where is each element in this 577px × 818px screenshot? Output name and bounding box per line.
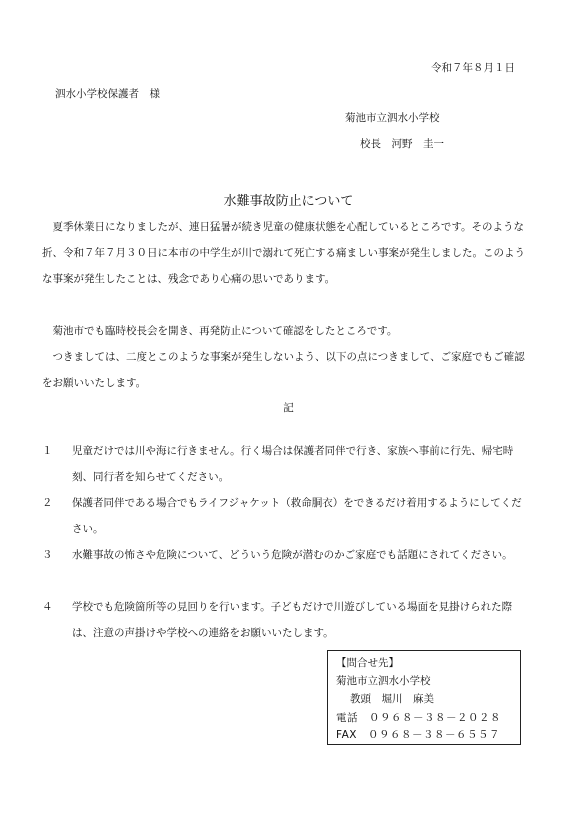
- list-item-number: ３: [42, 549, 53, 561]
- list-item-text: 水難事故の怖さや危険について、どういう危険が潜むのかご家庭でも話題にされてください。: [72, 549, 513, 561]
- list-item-text: 保護者同伴である場合でもライフジャケット（救命胴衣）をできるだけ着用するようにしてください。: [72, 497, 522, 535]
- ki-heading: 記: [283, 402, 294, 414]
- contact-school: 菊池市立泗水小学校: [336, 675, 431, 687]
- list-item-number: ４: [42, 601, 53, 613]
- addressee: 泗水小学校保護者 様: [55, 88, 160, 100]
- list-item-number: １: [42, 445, 53, 457]
- list-item-text: 児童だけでは川や海に行きません。行く場合は保護者同伴で行き、家族へ事前に行先、帰宅時刻、同行者を知らせてください。: [72, 445, 514, 483]
- body-paragraph-3: つきましては、二度とこのような事案が発生しないよう、以下の点につきまして、ご家庭でもご確認をお願いいたします。: [42, 351, 525, 389]
- body-paragraph-2: 菊池市でも臨時校長会を開き、再発防止について確認をしたところです。: [52, 325, 398, 337]
- contact-fax: FAX ０９６８－３８－６５５７: [336, 729, 500, 741]
- sender-school: 菊池市立泗水小学校: [345, 112, 440, 124]
- contact-phone: 電話 ０９６８－３８－２０２８: [336, 712, 501, 724]
- body-paragraph-1: 夏季休業日になりましたが、連日猛暑が続き児童の健康状態を心配しているところです。そのような折、令和７年７月３０日に本市の中学生が川で溺れて死亡する痛ましい事案が発生しました。このような事案が発生したことは、残念であり心痛の思いであります。: [42, 221, 525, 285]
- document-date: 令和７年８月１日: [431, 62, 515, 74]
- list-item-text: 学校でも危険箇所等の見回りを行います。子どもだけで川遊びしている場面を見掛けられた際は、注意の声掛けや学校への連絡をお願いいたします。: [72, 601, 513, 639]
- document-title: 水難事故防止について: [223, 194, 354, 209]
- contact-heading: 【問合せ先】: [336, 657, 399, 669]
- list-item-number: ２: [42, 497, 53, 509]
- sender-principal: 校長 河野 圭一: [360, 138, 444, 150]
- contact-teacher: 教頭 堀川 麻美: [350, 693, 434, 705]
- contact-box: [327, 650, 521, 745]
